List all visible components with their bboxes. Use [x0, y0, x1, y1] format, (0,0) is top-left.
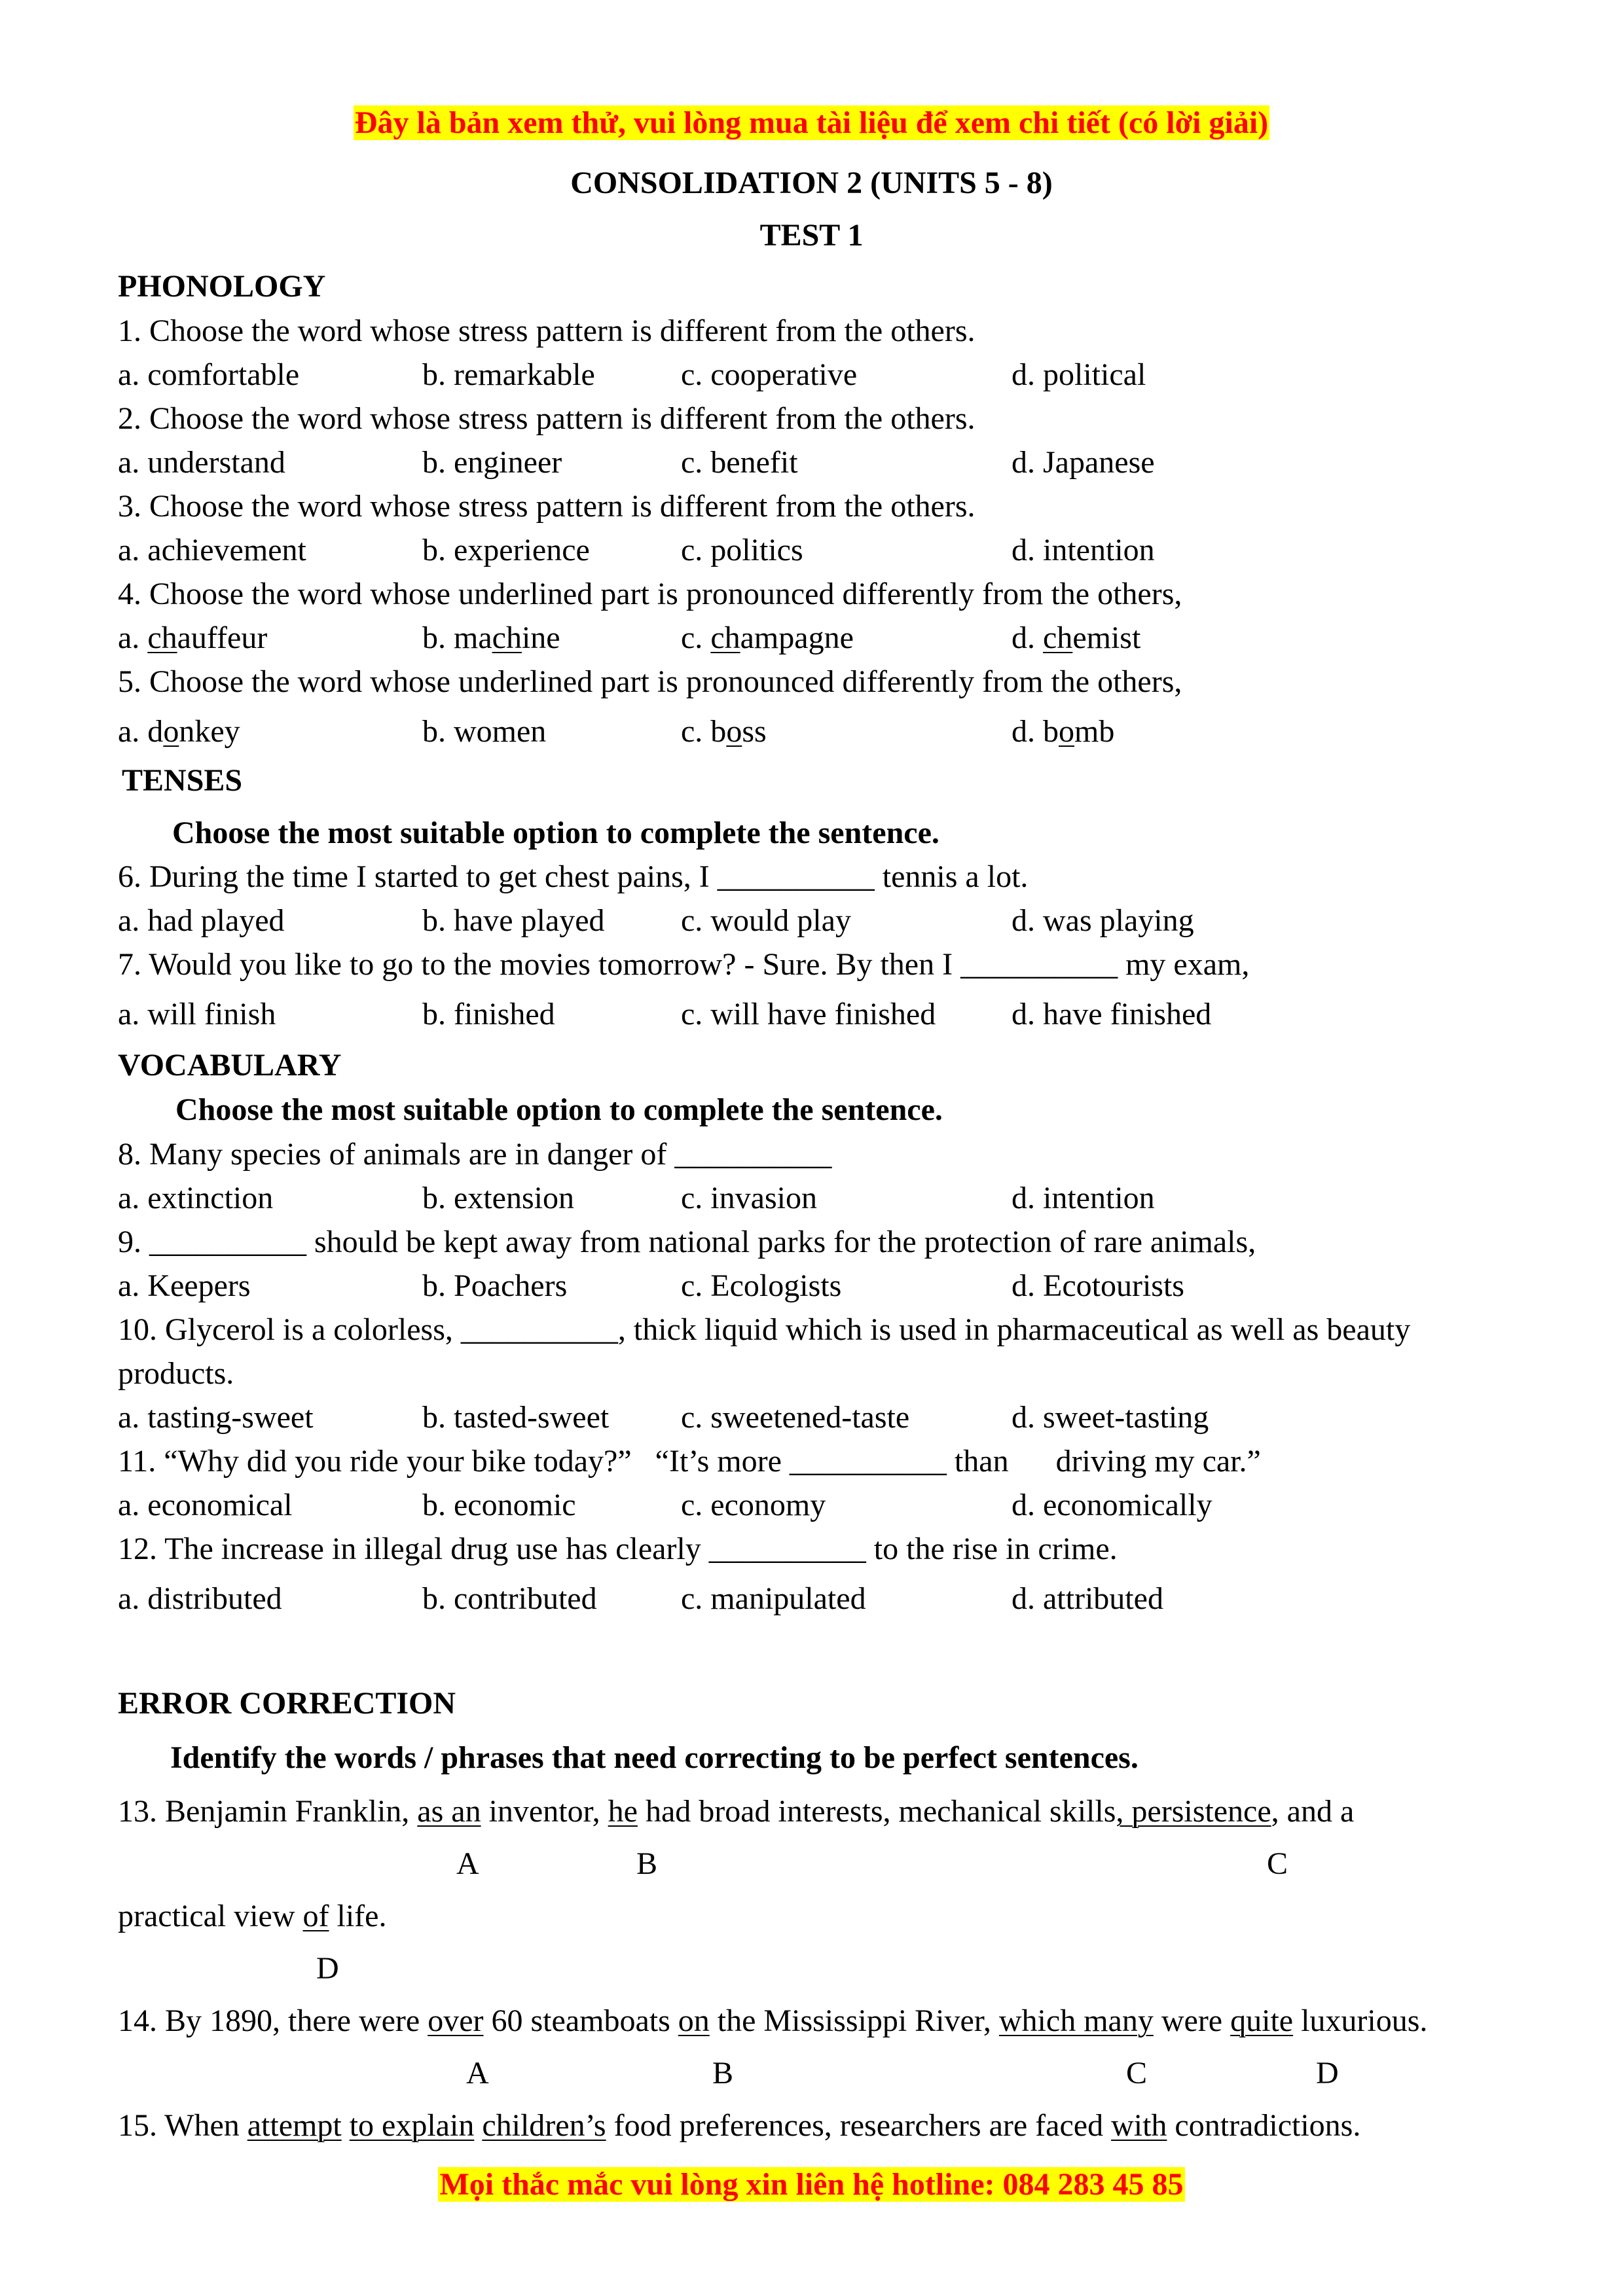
q1-option-a: a. comfortable [118, 357, 300, 392]
q4-option-c: c. champagne [681, 620, 854, 655]
q14-letter-d: D [1316, 2056, 1339, 2090]
tenses-instruction: Choose the most suitable option to complete the sentence. [172, 816, 939, 850]
q14-letter-b: B [712, 2056, 734, 2090]
underlined-part: o [163, 714, 179, 749]
q8-option-c: c. invasion [681, 1181, 817, 1215]
q14-letter-a: A [466, 2056, 489, 2090]
error-option-d: with [1111, 2108, 1167, 2143]
error-option-a: over [428, 2003, 484, 2038]
question-6: 6. During the time I started to get chest pains, I __________ tennis a lot. [118, 859, 1029, 894]
preview-banner-line [0, 105, 1623, 141]
section-heading-phonology: PHONOLOGY [118, 269, 326, 304]
q13-letter-c: C [1267, 1846, 1288, 1881]
q1-option-d: d. political [1012, 357, 1146, 392]
q7-option-b: b. finished [422, 997, 555, 1031]
error-option-c: , persistence [1116, 1794, 1271, 1829]
question-11: 11. “Why did you ride your bike today?” “It’s more __________ than driving my car.” [118, 1444, 1261, 1479]
question-8: 8. Many species of animals are in danger of __________ [118, 1137, 832, 1172]
q9-option-a: a. Keepers [118, 1268, 251, 1303]
error-option-d: of [302, 1899, 329, 1933]
q9-option-c: c. Ecologists [681, 1268, 842, 1303]
q11-option-c: c. economy [681, 1488, 826, 1522]
q5-option-b: b. women [422, 714, 547, 749]
q3-option-d: d. intention [1012, 533, 1155, 567]
q5-option-c: c. boss [681, 714, 767, 749]
question-14: 14. By 1890, there were over 60 steamboats on the Mississippi River, which many were quite luxurious. [118, 2003, 1428, 2038]
q13-letter-d: D [316, 1951, 339, 1986]
q4-option-d: d. chemist [1012, 620, 1141, 655]
q12-option-b: b. contributed [422, 1581, 597, 1616]
q2-option-c: c. benefit [681, 445, 798, 480]
question-2: 2. Choose the word whose stress pattern is different from the others. [118, 401, 976, 436]
q5-option-a: a. donkey [118, 714, 240, 749]
vocabulary-instruction: Choose the most suitable option to complete the sentence. [175, 1092, 943, 1127]
q1-option-b: b. remarkable [422, 357, 595, 392]
q11-option-a: a. economical [118, 1488, 293, 1522]
q10-option-d: d. sweet-tasting [1012, 1400, 1209, 1435]
q8-option-b: b. extension [422, 1181, 574, 1215]
q13-letter-a: A [456, 1846, 479, 1881]
q9-option-d: d. Ecotourists [1012, 1268, 1184, 1303]
q2-option-a: a. understand [118, 445, 285, 480]
q11-option-d: d. economically [1012, 1488, 1213, 1522]
q10-option-c: c. sweetened-taste [681, 1400, 910, 1435]
document-subtitle: TEST 1 [759, 218, 864, 253]
q8-option-d: d. intention [1012, 1181, 1155, 1215]
q1-option-c: c. cooperative [681, 357, 858, 392]
q4-option-b: b. machine [422, 620, 560, 655]
q11-option-b: b. economic [422, 1488, 576, 1522]
q7-option-a: a. will finish [118, 997, 276, 1031]
question-7: 7. Would you like to go to the movies tomorrow? - Sure. By then I __________ my exam, [118, 947, 1250, 982]
error-option-b: to explain [349, 2108, 475, 2143]
question-13-continued: practical view of life. [118, 1899, 387, 1933]
underlined-part: ch [1043, 620, 1073, 655]
q2-option-d: d. Japanese [1012, 445, 1155, 480]
q7-option-d: d. have finished [1012, 997, 1212, 1031]
question-9: 9. __________ should be kept away from national parks for the protection of rare animals, [118, 1225, 1256, 1259]
underlined-part: ch [492, 620, 522, 655]
underlined-part: ch [147, 620, 177, 655]
q14-letter-c: C [1126, 2056, 1148, 2090]
hotline-banner-line [0, 2166, 1623, 2202]
error-option-c: which many [998, 2003, 1154, 2038]
question-1: 1. Choose the word whose stress pattern is different from the others. [118, 314, 976, 348]
section-heading-error-correction: ERROR CORRECTION [118, 1686, 456, 1721]
q2-option-b: b. engineer [422, 445, 562, 480]
hotline-banner: Mọi thắc mắc vui lòng xin liên hệ hotline: 084 283 45 85 [439, 2167, 1184, 2202]
q10-option-b: b. tasted-sweet [422, 1400, 610, 1435]
q12-option-d: d. attributed [1012, 1581, 1163, 1616]
question-10: 10. Glycerol is a colorless, __________, thick liquid which is used in pharmaceutical as well as beauty [118, 1312, 1411, 1347]
document-title: CONSOLIDATION 2 (UNITS 5 - 8) [570, 166, 1053, 200]
q5-option-d: d. bomb [1012, 714, 1115, 749]
underlined-part: ch [710, 620, 740, 655]
q10-option-a: a. tasting-sweet [118, 1400, 314, 1435]
q7-option-c: c. will have finished [681, 997, 936, 1031]
q3-option-b: b. experience [422, 533, 590, 567]
error-option-d: quite [1230, 2003, 1294, 2038]
q3-option-c: c. politics [681, 533, 803, 567]
error-option-a: as an [417, 1794, 481, 1829]
q6-option-b: b. have played [422, 903, 605, 938]
q13-letter-b: B [636, 1846, 658, 1881]
q8-option-a: a. extinction [118, 1181, 274, 1215]
q3-option-a: a. achievement [118, 533, 306, 567]
error-correction-instruction: Identify the words / phrases that need correcting to be perfect sentences. [170, 1740, 1139, 1775]
error-option-b: he [608, 1794, 638, 1829]
question-13: 13. Benjamin Franklin, as an inventor, he had broad interests, mechanical skills, persistence, and a [118, 1794, 1355, 1829]
preview-banner: Đây là bản xem thử, vui lòng mua tài liệu để xem chi tiết (có lời giải) [354, 105, 1269, 140]
question-12: 12. The increase in illegal drug use has clearly __________ to the rise in crime. [118, 1532, 1118, 1566]
question-10-continued: products. [118, 1356, 234, 1391]
question-15: 15. When attempt to explain children’s food preferences, researchers are faced with contradictions. [118, 2108, 1361, 2143]
section-heading-vocabulary: VOCABULARY [118, 1048, 342, 1083]
underlined-part: o [1059, 714, 1074, 749]
q6-option-a: a. had played [118, 903, 285, 938]
section-heading-tenses: TENSES [122, 763, 243, 798]
error-option-c: children’s [482, 2108, 606, 2143]
q4-option-a: a. chauffeur [118, 620, 268, 655]
error-option-b: on [678, 2003, 710, 2038]
question-4: 4. Choose the word whose underlined part is pronounced differently from the others, [118, 577, 1182, 611]
q9-option-b: b. Poachers [422, 1268, 568, 1303]
q6-option-d: d. was playing [1012, 903, 1194, 938]
q12-option-c: c. manipulated [681, 1581, 866, 1616]
q12-option-a: a. distributed [118, 1581, 282, 1616]
error-option-a: attempt [247, 2108, 342, 2143]
q6-option-c: c. would play [681, 903, 851, 938]
question-5: 5. Choose the word whose underlined part is pronounced differently from the others, [118, 664, 1182, 699]
question-3: 3. Choose the word whose stress pattern is different from the others. [118, 489, 976, 524]
underlined-part: o [726, 714, 742, 749]
